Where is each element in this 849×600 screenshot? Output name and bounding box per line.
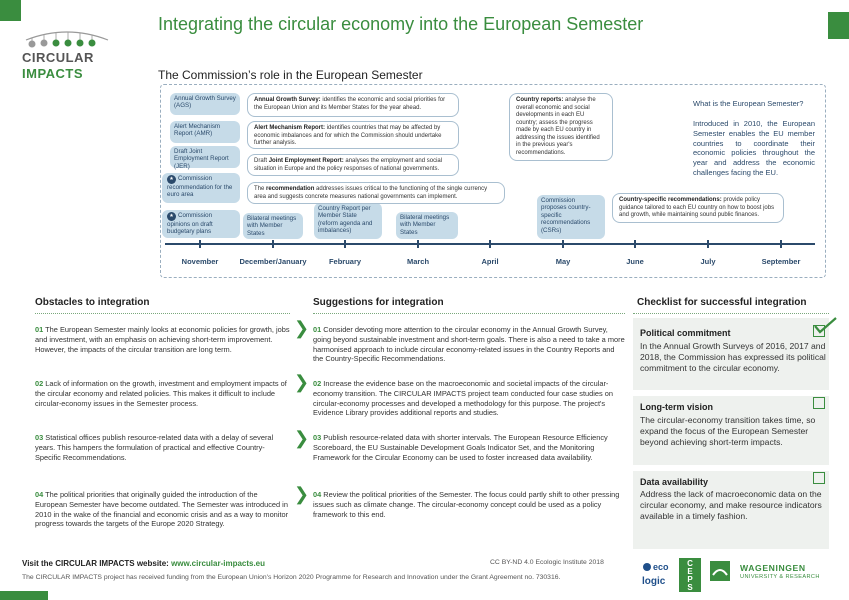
description-country-reports: Country reports: analyse the overall economic and social developments in each EU country; assess the progress made by each EU country in addressing the issues identified in the previous year's recommendations. [509,93,613,161]
obstacles-divider [35,313,290,315]
ceps-logo: C E P S [679,558,701,592]
obstacles-title: Obstacles to integration [35,297,150,308]
checklist-item-title: Data availability [640,477,709,487]
timeline-box-amr: Alert Mechanism Report (AMR) [170,121,240,143]
timeline-box-bilateral-2: Bilateral meetings with Member States [396,212,458,239]
suggestion-item: 03 Publish resource-related data with shorter intervals. The European Resource Efficiency Scoreboard, the EU Sustainable Development Goals Indicator Set, and the Monitoring Framework for the Circular Economy can be used to foster increased data availability. [313,433,608,462]
obstacle-item: 03 Statistical offices publish resource-related data with a delay of several years. This hampers the formulation of practical and effective Country-Specific Recommendations. [35,433,274,462]
what-is-semester-title: What is the European Semester? [693,99,804,108]
description-jer: Draft Joint Employment Report: analyses the employment and social situation in Europe and the policy responses of national governments. [247,154,459,176]
checklist-item-title: Political commitment [640,328,731,338]
timeline-box-opinions-text: Commission opinions on draft budgetary plans [167,212,213,236]
eu-flag-icon: ★ [167,175,176,184]
timeline-tick [780,240,782,248]
description-recommendation: The recommendation addresses issues critical to the functioning of the single currency area and suggests concrete measures national governments can implement. [247,182,505,204]
timeline-tick [272,240,274,248]
checkbox-unchecked[interactable] [813,397,825,409]
chevron-right-icon: ❯ [294,372,310,392]
checklist-title: Checklist for successful integration [637,297,807,308]
timeline-box-csrs: Commission proposes country-specific recommendations (CSRs) [537,195,605,239]
month-label: May [555,257,571,266]
timeline-box-country-report: Country Report per Member State (reform agenda and imbalances) [314,203,382,239]
checklist-item-text: The circular-economy transition takes time, so expand the focus of the European Semester beyond achieving short-term impacts. [640,415,816,448]
timeline-tick [199,240,201,248]
chevron-right-icon: ❯ [294,484,310,504]
chevron-right-icon: ❯ [294,428,310,448]
corner-accent-top-right [828,12,849,39]
month-label: February [328,257,362,266]
timeline-tick [489,240,491,248]
wageningen-logo-icon [710,561,730,581]
funding-text: The CIRCULAR IMPACTS project has received funding from the European Union's Horizon 2020 Programme for Research and Innovation under the Grant Agreement no. 730316. [22,574,561,581]
description-amr: Alert Mechanism Report: identifies countries that may be affected by economic imbalances and for which the Commission should undertake further analysis. [247,121,459,149]
month-label: September [761,257,801,266]
timeline-box-euro-recommendation [162,173,240,203]
checklist-separator [633,465,829,471]
timeline-box-bilateral-1: Bilateral meetings with Member States [243,213,303,239]
checkmark-icon [812,316,838,336]
checklist-divider [633,313,829,315]
ecologic-logo-icon [640,556,676,592]
logo-text-impacts: IMPACTS [22,66,84,81]
month-label: July [700,257,716,266]
what-is-semester-text: Introduced in 2010, the European Semester enables the EU member countries to coordinate their economic policies throughout the year and address the economic challenges facing the EU. [693,119,815,177]
wageningen-logo-text: WAGENINGEN [740,563,806,573]
month-label: March [406,257,430,266]
suggestions-title: Suggestions for integration [313,297,444,308]
timeline-tick [344,240,346,248]
checklist-item-text: In the Annual Growth Surveys of 2016, 2017 and 2018, the Commission has expressed its political commitment to the circular economy. [640,341,826,374]
chevron-right-icon: ❯ [294,318,310,338]
timeline-box-euro-recommendation-text: Commission recommendation for the euro area [167,175,233,199]
obstacle-item: 01 The European Semester mainly looks at economic policies for growth, jobs and investment, with an emphasis on achieving short-term improvement. However, the impacts of the circular transition are long term. [35,325,290,354]
timeline-section-title: The Commission’s role in the European Semester [158,68,423,82]
checkbox-unchecked[interactable] [813,472,825,484]
logo-text-circular: CIRCULAR [22,50,94,65]
month-label: December/January [239,257,307,266]
month-label: June [626,257,644,266]
timeline-tick [634,240,636,248]
website-link[interactable]: www.circular-impacts.eu [171,559,266,568]
month-label: April [481,257,499,266]
eu-flag-icon: ★ [167,212,176,221]
timeline-box-ags: Annual Growth Survey (AGS) [170,93,240,115]
wageningen-logo-subtext: UNIVERSITY & RESEARCH [740,574,820,580]
obstacle-item: 02 Lack of information on the growth, investment and employment impacts of the circular economy and related policies. This makes it difficult to include circular-economy issues in the Semester process. [35,379,287,408]
suggestions-divider [313,313,625,315]
month-label: November [181,257,219,266]
suggestion-item: 02 Increase the evidence base on the macroeconomic and societal impacts of the circular-economy transition. The CIRCULAR IMPACTS project team conducted four case studies on circular-economy processes and developed a methodology for this purpose. The project's Evidence Library provides additional reports and studies. [313,379,614,418]
timeline-tick [417,240,419,248]
obstacle-item: 04 The political priorities that originally guided the introduction of the European Semester have become outdated. The Semester was introduced in 2010 in the wake of the financial and economic crisis and as a way to monitor progress towards the targets of the Europe 2020 Strategy. [35,490,289,529]
timeline-box-jer: Draft Joint Employment Report (JER) [170,146,240,168]
timeline-tick [707,240,709,248]
page-title: Integrating the circular economy into the European Semester [158,14,644,34]
timeline-box-opinions [162,210,240,238]
checklist-item-title: Long-term vision [640,402,714,412]
suggestion-item: 01 Consider devoting more attention to the circular economy in the Annual Growth Survey, going beyond sustainable investment and short-term goals. There is also a need to take a more harmonised approach to include circular economy-related issues in the Country Reports and the Country-Specific Recommendations. [313,325,625,364]
description-csrs: Country-specific recommendations: provide policy guidance tailored to each EU country on how to boost jobs and growth, while maintaining sound public finances. [612,193,784,223]
checklist-separator [633,390,829,396]
svg-text:logic: logic [642,576,666,587]
ecologic-logo-text: eco [653,562,669,572]
footer-visit: Visit the CIRCULAR IMPACTS website: www.circular-impacts.eu [22,559,266,568]
timeline-tick [562,240,564,248]
corner-accent-bottom-left [0,591,48,600]
corner-accent-top-left [0,0,21,21]
description-ags: Annual Growth Survey: identifies the economic and social priorities for the European Union and its Member States for the year ahead. [247,93,459,117]
suggestion-item: 04 Review the political priorities of the Semester. The focus could partly shift to other pressing issues such as climate change. The circular-economy concept could be used as a policy framework to this end. [313,490,620,519]
checklist-item-text: Address the lack of macroeconomic data on the circular economy, and make resource indicators available in a timely fashion. [640,489,822,522]
license-text: CC BY-ND 4.0 Ecologic Institute 2018 [490,559,604,566]
